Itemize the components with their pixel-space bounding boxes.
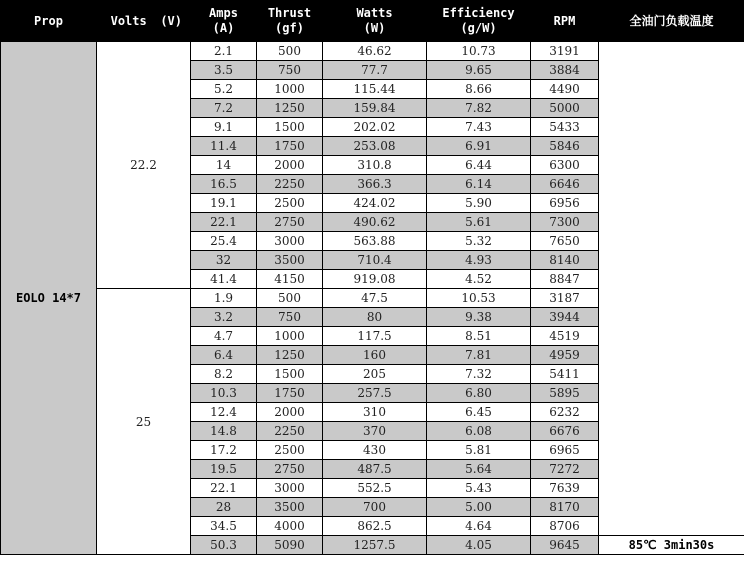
thrust-cell: 3000: [257, 479, 323, 498]
watts-cell: 700: [323, 498, 427, 517]
amps-cell: 22.1: [191, 213, 257, 232]
thrust-cell: 3000: [257, 232, 323, 251]
header-amps: [191, 1, 257, 42]
watts-cell: 115.44: [323, 80, 427, 99]
rpm-cell: 5000: [531, 99, 599, 118]
watts-cell: 862.5: [323, 517, 427, 536]
efficiency-cell: 5.00: [427, 498, 531, 517]
amps-cell: 19.5: [191, 460, 257, 479]
efficiency-cell: 6.91: [427, 137, 531, 156]
rpm-cell: 8847: [531, 270, 599, 289]
efficiency-cell: 8.51: [427, 327, 531, 346]
rpm-cell: 3191: [531, 42, 599, 61]
amps-cell: 11.4: [191, 137, 257, 156]
watts-cell: 424.02: [323, 194, 427, 213]
thrust-cell: 750: [257, 308, 323, 327]
table-header: [1, 1, 744, 42]
rpm-cell: 6232: [531, 403, 599, 422]
header-efficiency-unit: (g/W): [460, 21, 497, 35]
header-watts-label: Watts: [356, 6, 393, 20]
thrust-cell: 2750: [257, 213, 323, 232]
watts-cell: 710.4: [323, 251, 427, 270]
efficiency-cell: 4.93: [427, 251, 531, 270]
rpm-cell: 9645: [531, 536, 599, 555]
amps-cell: 3.5: [191, 61, 257, 80]
efficiency-cell: 6.45: [427, 403, 531, 422]
rpm-cell: 7639: [531, 479, 599, 498]
efficiency-cell: 7.43: [427, 118, 531, 137]
header-temp: [599, 1, 744, 42]
amps-cell: 8.2: [191, 365, 257, 384]
header-thrust-label: Thrust: [267, 6, 312, 20]
amps-cell: 9.1: [191, 118, 257, 137]
efficiency-cell: 5.90: [427, 194, 531, 213]
watts-cell: 253.08: [323, 137, 427, 156]
header-thrust-unit: (gf): [275, 21, 304, 35]
amps-cell: 3.2: [191, 308, 257, 327]
thrust-cell: 500: [257, 289, 323, 308]
rpm-cell: 3884: [531, 61, 599, 80]
amps-cell: 16.5: [191, 175, 257, 194]
efficiency-cell: 9.38: [427, 308, 531, 327]
amps-cell: 2.1: [191, 42, 257, 61]
thrust-cell: 1750: [257, 137, 323, 156]
amps-cell: 32: [191, 251, 257, 270]
thrust-cell: 1000: [257, 80, 323, 99]
watts-cell: 430: [323, 441, 427, 460]
header-amps-unit: (A): [212, 21, 235, 35]
watts-cell: 205: [323, 365, 427, 384]
rpm-cell: 5433: [531, 118, 599, 137]
watts-cell: 77.7: [323, 61, 427, 80]
thrust-cell: 1500: [257, 118, 323, 137]
efficiency-cell: 5.61: [427, 213, 531, 232]
efficiency-cell: 9.65: [427, 61, 531, 80]
watts-cell: 310: [323, 403, 427, 422]
efficiency-cell: 7.82: [427, 99, 531, 118]
amps-cell: 14.8: [191, 422, 257, 441]
watts-cell: 159.84: [323, 99, 427, 118]
rpm-cell: 8706: [531, 517, 599, 536]
amps-cell: 4.7: [191, 327, 257, 346]
efficiency-cell: 8.66: [427, 80, 531, 99]
rpm-cell: 7272: [531, 460, 599, 479]
amps-cell: 5.2: [191, 80, 257, 99]
watts-cell: 919.08: [323, 270, 427, 289]
amps-cell: 1.9: [191, 289, 257, 308]
header-watts: [323, 1, 427, 42]
amps-cell: 22.1: [191, 479, 257, 498]
watts-cell: 490.62: [323, 213, 427, 232]
rpm-cell: 6676: [531, 422, 599, 441]
rpm-cell: 6646: [531, 175, 599, 194]
temp-blank-cell: [599, 42, 744, 536]
temperature-cell: 85℃ 3min30s: [599, 536, 744, 555]
table-body: [1, 42, 744, 555]
header-efficiency: [427, 1, 531, 42]
efficiency-cell: 6.14: [427, 175, 531, 194]
thrust-cell: 750: [257, 61, 323, 80]
efficiency-cell: 5.64: [427, 460, 531, 479]
prop-cell: EOLO 14*7: [1, 42, 97, 555]
thrust-cell: 2750: [257, 460, 323, 479]
watts-cell: 46.62: [323, 42, 427, 61]
rpm-cell: 5411: [531, 365, 599, 384]
watts-cell: 257.5: [323, 384, 427, 403]
thrust-cell: 2250: [257, 422, 323, 441]
amps-cell: 14: [191, 156, 257, 175]
amps-cell: 7.2: [191, 99, 257, 118]
rpm-cell: 4959: [531, 346, 599, 365]
watts-cell: 487.5: [323, 460, 427, 479]
efficiency-cell: 5.43: [427, 479, 531, 498]
amps-cell: 12.4: [191, 403, 257, 422]
header-temp-label: 全油门负载温度: [629, 13, 714, 28]
amps-cell: 17.2: [191, 441, 257, 460]
watts-cell: 552.5: [323, 479, 427, 498]
header-thrust: [257, 1, 323, 42]
amps-cell: 41.4: [191, 270, 257, 289]
efficiency-cell: 7.32: [427, 365, 531, 384]
header-volts-label: Volts: [110, 13, 147, 28]
rpm-cell: 4519: [531, 327, 599, 346]
header-rpm-label: RPM: [553, 13, 576, 28]
watts-cell: 117.5: [323, 327, 427, 346]
efficiency-cell: 4.52: [427, 270, 531, 289]
header-prop: [1, 1, 97, 42]
header-watts-unit: (W): [363, 21, 386, 35]
thrust-cell: 2500: [257, 441, 323, 460]
header-efficiency-label: Efficiency: [442, 6, 515, 20]
thrust-cell: 1000: [257, 327, 323, 346]
watts-cell: 370: [323, 422, 427, 441]
efficiency-cell: 10.53: [427, 289, 531, 308]
efficiency-cell: 10.73: [427, 42, 531, 61]
watts-cell: 563.88: [323, 232, 427, 251]
rpm-cell: 6956: [531, 194, 599, 213]
volts-cell: 22.2: [97, 42, 191, 289]
watts-cell: 47.5: [323, 289, 427, 308]
volts-cell: 25: [97, 289, 191, 555]
header-volts-unit: (V): [160, 13, 182, 28]
thrust-cell: 2250: [257, 175, 323, 194]
amps-cell: 19.1: [191, 194, 257, 213]
thrust-cell: 4000: [257, 517, 323, 536]
rpm-cell: 8140: [531, 251, 599, 270]
thrust-cell: 3500: [257, 498, 323, 517]
watts-cell: 1257.5: [323, 536, 427, 555]
efficiency-cell: 5.32: [427, 232, 531, 251]
table-row: [1, 42, 744, 61]
thrust-cell: 500: [257, 42, 323, 61]
header-rpm: [531, 1, 599, 42]
rpm-cell: 8170: [531, 498, 599, 517]
watts-cell: 366.3: [323, 175, 427, 194]
rpm-cell: 4490: [531, 80, 599, 99]
rpm-cell: 3187: [531, 289, 599, 308]
thrust-cell: 2000: [257, 156, 323, 175]
header-volts: [97, 1, 191, 42]
amps-cell: 50.3: [191, 536, 257, 555]
rpm-cell: 5846: [531, 137, 599, 156]
efficiency-cell: 7.81: [427, 346, 531, 365]
rpm-cell: 7300: [531, 213, 599, 232]
efficiency-cell: 5.81: [427, 441, 531, 460]
rpm-cell: 5895: [531, 384, 599, 403]
thrust-cell: 1500: [257, 365, 323, 384]
thrust-cell: 4150: [257, 270, 323, 289]
efficiency-cell: 6.44: [427, 156, 531, 175]
amps-cell: 25.4: [191, 232, 257, 251]
thrust-cell: 1750: [257, 384, 323, 403]
amps-cell: 28: [191, 498, 257, 517]
thrust-cell: 2000: [257, 403, 323, 422]
thrust-cell: 2500: [257, 194, 323, 213]
rpm-cell: 6300: [531, 156, 599, 175]
thrust-cell: 5090: [257, 536, 323, 555]
rpm-cell: 7650: [531, 232, 599, 251]
amps-cell: 34.5: [191, 517, 257, 536]
efficiency-cell: 6.08: [427, 422, 531, 441]
efficiency-cell: 6.80: [427, 384, 531, 403]
thrust-cell: 1250: [257, 346, 323, 365]
thrust-cell: 1250: [257, 99, 323, 118]
header-amps-label: Amps: [209, 6, 238, 20]
watts-cell: 160: [323, 346, 427, 365]
amps-cell: 10.3: [191, 384, 257, 403]
watts-cell: 202.02: [323, 118, 427, 137]
watts-cell: 310.8: [323, 156, 427, 175]
header-prop-label: Prop: [34, 13, 63, 28]
thrust-cell: 3500: [257, 251, 323, 270]
rpm-cell: 3944: [531, 308, 599, 327]
watts-cell: 80: [323, 308, 427, 327]
efficiency-cell: 4.64: [427, 517, 531, 536]
amps-cell: 6.4: [191, 346, 257, 365]
rpm-cell: 6965: [531, 441, 599, 460]
efficiency-cell: 4.05: [427, 536, 531, 555]
header-row: [1, 1, 744, 42]
